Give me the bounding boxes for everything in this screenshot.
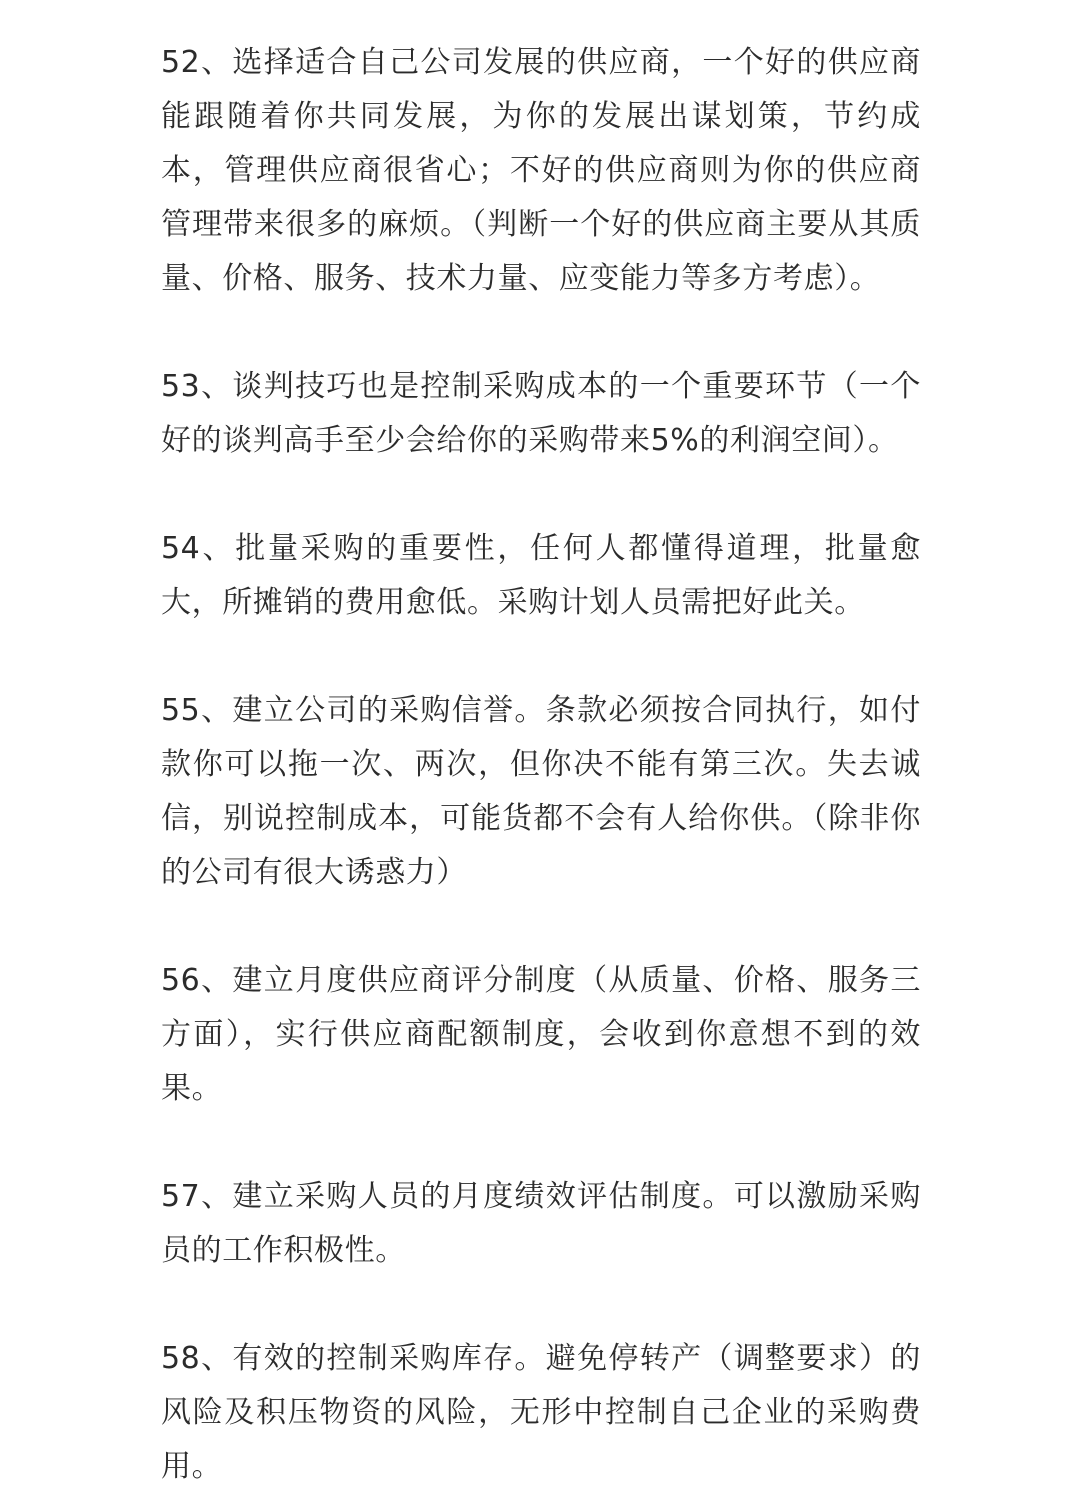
tip-58-paragraph: 58、有效的控制采购库存。避免停转产（调整要求）的风险及积压物资的风险，无形中控制自己企业的采购费用。	[161, 1341, 921, 1484]
tip-55-paragraph: 55、建立公司的采购信誉。条款必须按合同执行，如付款你可以拖一次、两次，但你决不能有第三次。失去诚信，别说控制成本，可能货都不会有人给你供。（除非你的公司有很大诱惑力）	[161, 693, 921, 890]
article-body	[161, 36, 921, 1494]
tip-57-paragraph: 57、建立采购人员的月度绩效评估制度。可以激励采购员的工作积极性。	[161, 1179, 921, 1268]
tip-53-paragraph: 53、谈判技巧也是控制采购成本的一个重要环节（一个好的谈判高手至少会给你的采购带来5%的利润空间）。	[161, 369, 921, 458]
tip-52-paragraph: 52、选择适合自己公司发展的供应商，一个好的供应商能跟随着你共同发展，为你的发展出谋划策，节约成本，管理供应商很省心；不好的供应商则为你的供应商管理带来很多的麻烦。（判断一个好的供应商主要从其质量、价格、服务、技术力量、应变能力等多方考虑）。	[161, 45, 921, 296]
tip-54-paragraph: 54、批量采购的重要性，任何人都懂得道理，批量愈大，所摊销的费用愈低。采购计划人员需把好此关。	[161, 531, 921, 620]
tip-56-paragraph: 56、建立月度供应商评分制度（从质量、价格、服务三方面），实行供应商配额制度，会收到你意想不到的效果。	[161, 963, 921, 1106]
